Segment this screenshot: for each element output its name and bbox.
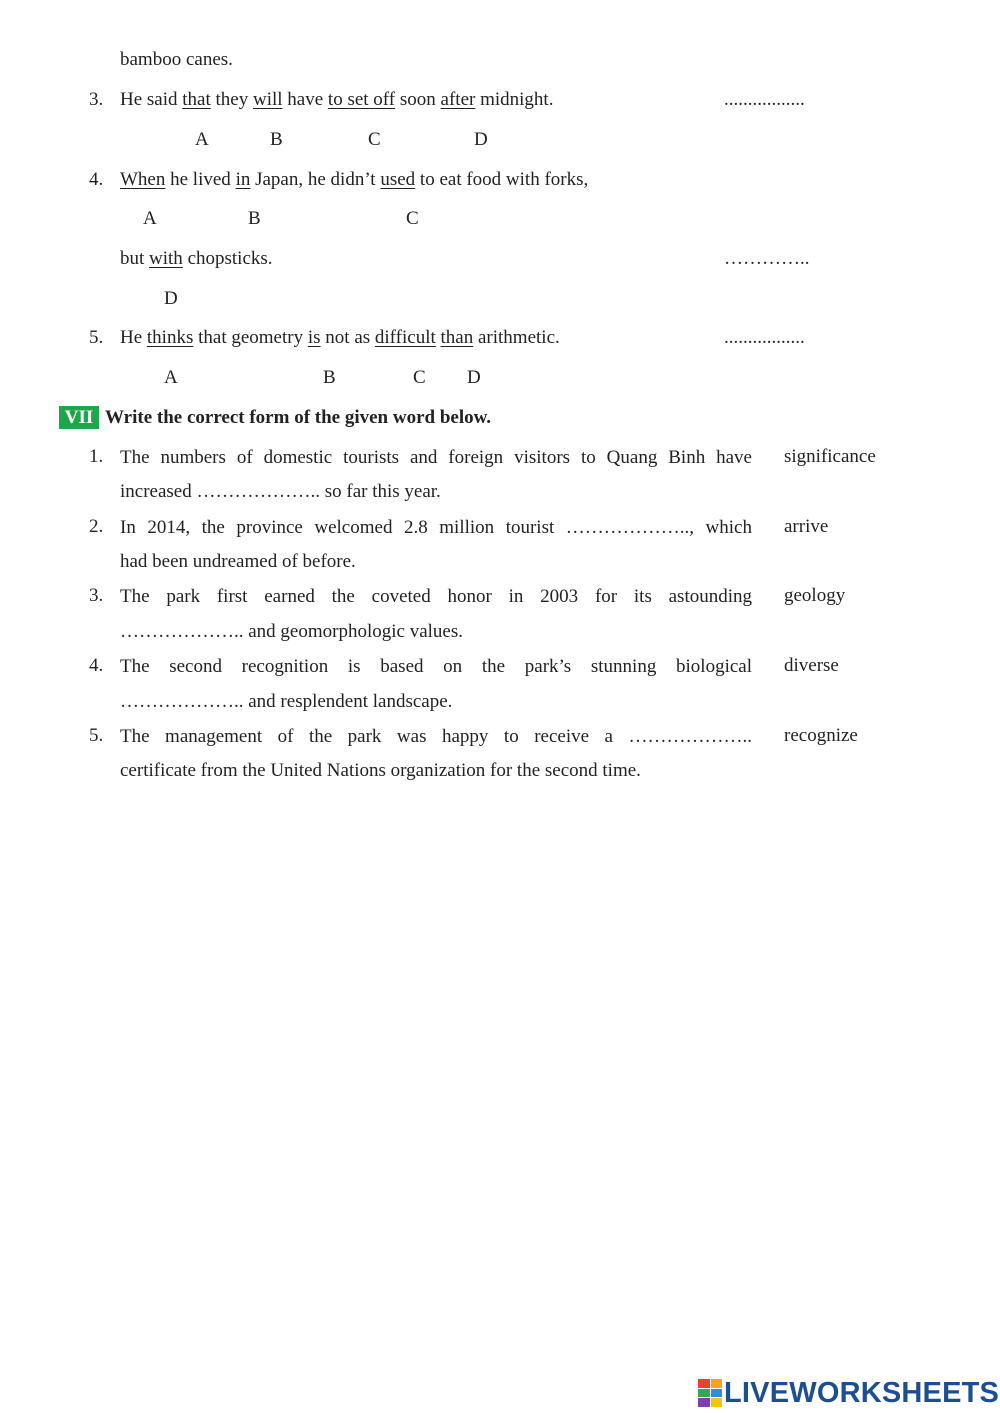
underlined-b: in xyxy=(235,169,251,190)
question-text: He said that they will have to set off soon after midnight. xyxy=(120,89,554,110)
item-number: 3. xyxy=(89,585,104,606)
option-letter-c: C xyxy=(368,129,381,150)
option-letter-c: C xyxy=(406,208,419,229)
logo-mark-icon xyxy=(698,1379,722,1407)
option-letter-a: A xyxy=(195,129,209,150)
item-text-line1: The management of the park was happy to receive a ……………….. xyxy=(120,726,752,747)
question-text: He thinks that geometry is not as difficult than arithmetic. xyxy=(120,327,560,348)
question-text: When he lived in Japan, he didn’t used to eat food with forks, xyxy=(120,169,589,190)
option-letter-a: A xyxy=(143,208,157,229)
logo-text: LIVEWORKSHEETS xyxy=(724,1376,1000,1409)
given-word: arrive xyxy=(784,516,829,537)
item-number: 1. xyxy=(89,446,104,467)
item-text-line1: In 2014, the province welcomed 2.8 million tourist ……………….., which xyxy=(120,517,752,538)
item-number: 2. xyxy=(89,516,104,537)
underlined-b: will xyxy=(252,89,283,110)
item-text-line2: certificate from the United Nations organization for the second time. xyxy=(120,760,641,781)
item-number: 5. xyxy=(89,725,104,746)
option-letter-b: B xyxy=(270,129,283,150)
question-text-continued: but with chopsticks. xyxy=(120,248,273,269)
question-number: 4. xyxy=(89,169,104,190)
answer-blank[interactable]: ................. xyxy=(724,327,805,348)
option-letter-d: D xyxy=(164,288,178,309)
question-number: 3. xyxy=(89,89,104,110)
item-text-line1: The second recognition is based on the park’s stunning biological xyxy=(120,656,752,677)
underlined-d: than xyxy=(440,327,474,348)
underlined-a: thinks xyxy=(146,327,194,348)
underlined-a: that xyxy=(182,89,211,110)
item-text-line1: The park first earned the coveted honor in 2003 for its astounding xyxy=(120,586,752,607)
given-word: geology xyxy=(784,585,846,606)
item-text-line2: increased ……………….. so far this year. xyxy=(120,481,441,502)
option-letter-a: A xyxy=(164,367,178,388)
underlined-c: used xyxy=(380,169,416,190)
option-letter-b: B xyxy=(323,367,336,388)
liveworksheets-logo xyxy=(698,1376,999,1410)
item-text-line2: ……………….. and geomorphologic values. xyxy=(120,621,464,642)
underlined-c: to set off xyxy=(327,89,396,110)
section-heading: Write the correct form of the given word below. xyxy=(105,407,492,428)
answer-blank[interactable]: ................. xyxy=(724,89,805,110)
answer-blank[interactable]: ………….. xyxy=(724,248,810,269)
item-text-line2: had been undreamed of before. xyxy=(120,551,356,572)
question-number: 5. xyxy=(89,327,104,348)
option-letter-c: C xyxy=(413,367,426,388)
carry-over-line: bamboo canes. xyxy=(120,49,233,70)
given-word: diverse xyxy=(784,655,839,676)
item-text-line1: The numbers of domestic tourists and foreign visitors to Quang Binh have xyxy=(120,447,752,468)
underlined-b: is xyxy=(307,327,321,348)
given-word: recognize xyxy=(784,725,858,746)
underlined-c: difficult xyxy=(374,327,436,348)
item-text-line2: ……………….. and resplendent landscape. xyxy=(120,691,453,712)
section-badge: VII xyxy=(59,406,99,429)
underlined-d: after xyxy=(440,89,476,110)
given-word: significance xyxy=(784,446,876,467)
item-number: 4. xyxy=(89,655,104,676)
underlined-a: When xyxy=(120,169,166,190)
underlined-d: with xyxy=(149,248,183,269)
option-letter-b: B xyxy=(248,208,261,229)
option-letter-d: D xyxy=(474,129,488,150)
option-letter-d: D xyxy=(467,367,481,388)
